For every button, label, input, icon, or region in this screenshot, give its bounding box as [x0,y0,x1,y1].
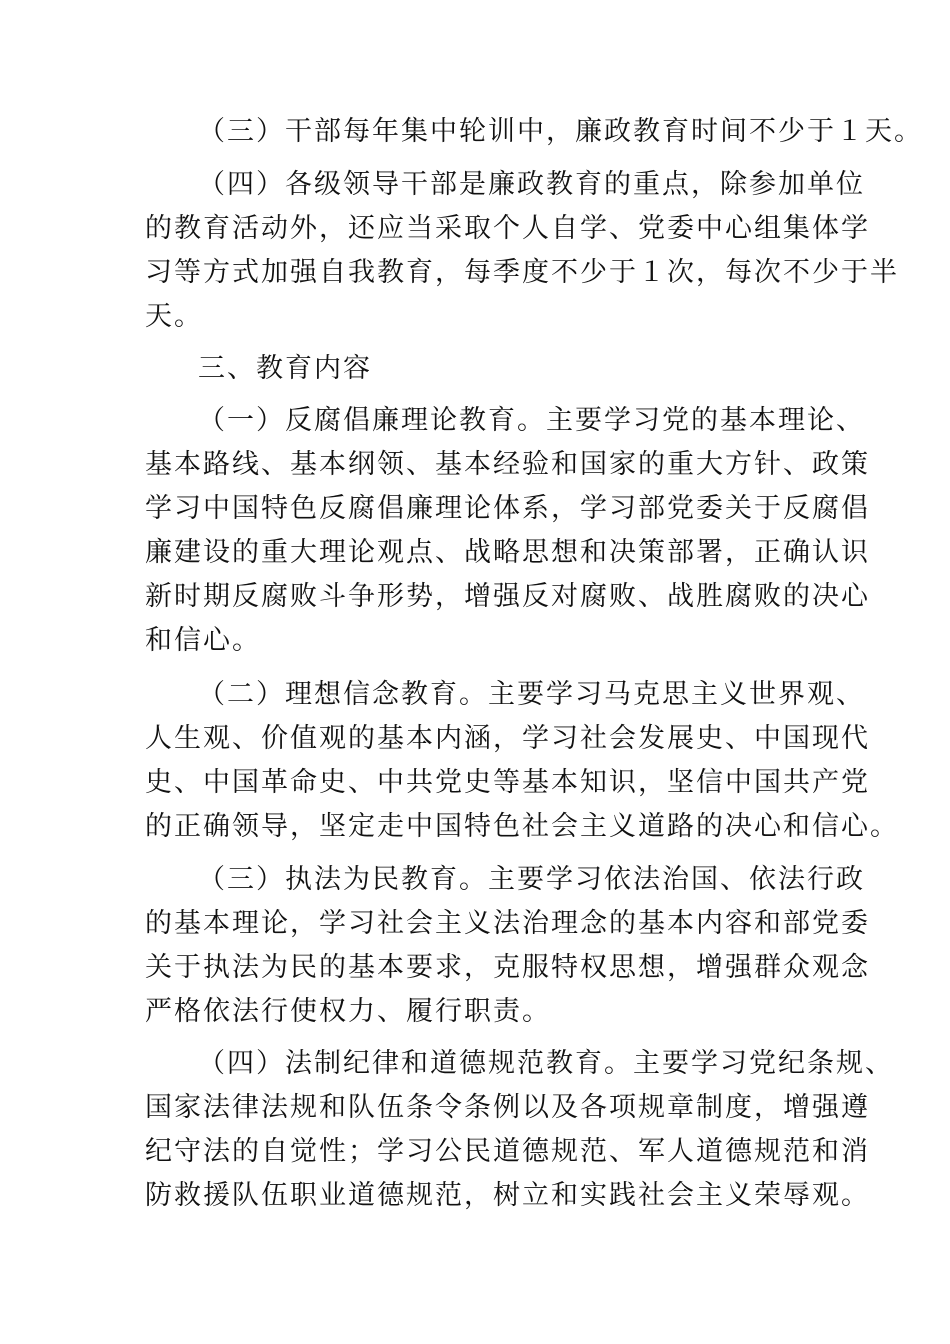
paragraph-line: 防救援队伍职业道德规范，树立和实践社会主义荣辱观。 [145,1180,870,1211]
paragraph-line: （四）法制纪律和道德规范教育。主要学习党纪条规、 [198,1048,894,1079]
paragraph-line: 习等方式加强自我教育，每季度不少于１次，每次不少于半 [145,257,899,288]
paragraph-line: 国家法律法规和队伍条令条例以及各项规章制度，增强遵 [145,1092,870,1123]
paragraph-line: （三）执法为民教育。主要学习依法治国、依法行政 [198,864,865,895]
paragraph-line: 天。 [145,301,203,332]
paragraph-line: 和信心。 [145,625,261,656]
paragraph-line: （一）反腐倡廉理论教育。主要学习党的基本理论、 [198,405,865,436]
paragraph-line: 史、中国革命史、中共党史等基本知识，坚信中国共产党 [145,767,870,798]
paragraph-line: 纪守法的自觉性；学习公民道德规范、军人道德规范和消 [145,1136,870,1167]
paragraph-line: （二）理想信念教育。主要学习马克思主义世界观、 [198,679,865,710]
paragraph-line: 人生观、价值观的基本内涵，学习社会发展史、中国现代 [145,723,870,754]
paragraph-line: 的正确领导，坚定走中国特色社会主义道路的决心和信心。 [145,811,899,842]
paragraph-line: 廉建设的重大理论观点、战略思想和决策部署，正确认识 [145,537,870,568]
paragraph-line: （三）干部每年集中轮训中，廉政教育时间不少于１天。 [198,116,923,147]
paragraph-line: 新时期反腐败斗争形势，增强反对腐败、战胜腐败的决心 [145,581,870,612]
section-heading: 三、教育内容 [198,353,372,384]
paragraph-line: 的基本理论，学习社会主义法治理念的基本内容和部党委 [145,908,870,939]
paragraph-line: （四）各级领导干部是廉政教育的重点，除参加单位 [198,169,865,200]
paragraph-line: 的教育活动外，还应当采取个人自学、党委中心组集体学 [145,213,870,244]
paragraph-line: 关于执法为民的基本要求，克服特权思想，增强群众观念 [145,952,870,983]
paragraph-line: 基本路线、基本纲领、基本经验和国家的重大方针、政策 [145,449,870,480]
paragraph-line: 严格依法行使权力、履行职责。 [145,996,551,1027]
paragraph-line: 学习中国特色反腐倡廉理论体系，学习部党委关于反腐倡 [145,493,870,524]
